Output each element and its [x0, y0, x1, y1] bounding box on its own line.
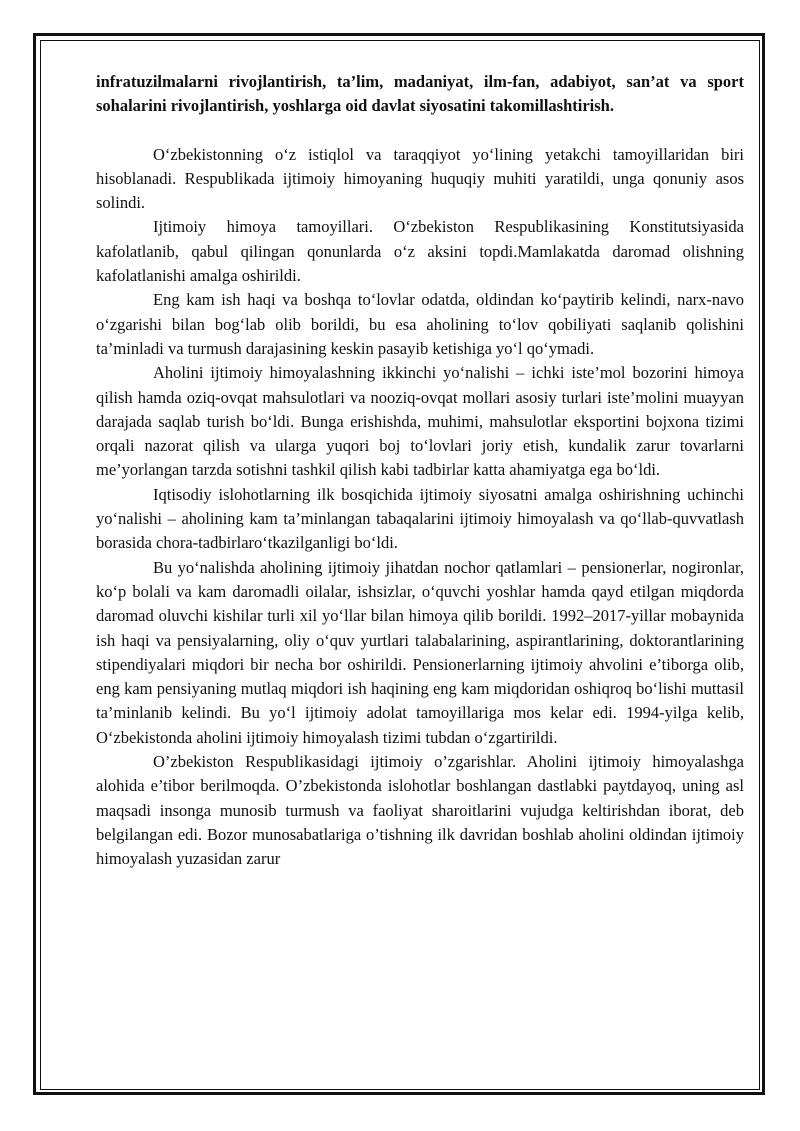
paragraph-1: O‘zbekistonning o‘z istiqlol va taraqqiyot yo‘lining yetakchi tamoyillaridan biri hisoblanadi. Respublikada ijtimoiy himoyaning huquqiy muhiti yaratildi, unga qonuniy asos solindi. [96, 144, 744, 213]
paragraph-3: Eng kam ish haqi va boshqa to‘lovlar odatda, oldindan ko‘paytirib kelindi, narx-navo o‘zgarishi bilan bog‘lab olib borildi, bu esa aholining to‘lov qobiliyati saqlanib qolishini ta’minladi va turmush darajasining keskin pasayib ketishiga yo‘l qo‘ymadi. [96, 290, 744, 358]
paragraph-4: Aholini ijtimoiy himoyalashning ikkinchi yo‘nalishi – ichki iste’mol bozorini himoya qilish hamda oziq-ovqat mahsulotlari va nooziq-ovqat mollari asosiy turlari iste’molini muayyan darajada saqlab turish bo‘ldi. Bunga erishishda, muhimi, mahsulotlar eksportini bojxona tizimi orqali nazorat qilish va ularga yuqori boj to‘lovlari joriy etish, kundalik zarur tovarlarni me’yorlangan tarzda sotishni tashkil qilish kabi tadbirlar katta ahamiyatga ega bo‘ldi. [96, 363, 744, 480]
paragraph-2: Ijtimoiy himoya tamoyillari. O‘zbekiston Respublikasining Konstitutsiyasida kafolatlanib, qabul qilingan qonunlarda o‘z aksini topdi.Mamlakatda daromad olishning kafolatlanishi amalga oshirildi. [96, 217, 744, 286]
paragraph-5: Iqtisodiy islohotlarning ilk bosqichida ijtimoiy siyosatni amalga oshirishning uchinchi yo‘nalishi – aholining kam ta’minlangan tabaqalarini ijtimoiy himoyalash va qo‘llab-quvvatlash borasida chora-tadbirlaro‘tkazilganligi bo‘ldi. [96, 484, 744, 553]
section-heading: infratuzilmalarni rivojlantirish, ta’lim, madaniyat, ilm-fan, adabiyot, san’at va sport sohalarini rivojlantirish, yoshlarga oid davlat siyosatini takomillashtirish. [96, 72, 744, 116]
document-body [96, 70, 744, 872]
paragraph-6: Bu yo‘nalishda aholining ijtimoiy jihatdan nochor qatlamlari – pensionerlar, nogironlar, ko‘p bolali va kam daromadli oilalar, ishsizlar, o‘quvchi yoshlar hamda qayd etilgan miqdorda daromad oluvchi kishilar turli xil yo‘llar bilan himoya qilib borildi. 1992–2017-yillar mobaynida ish haqi va pensiyalarning, oliy o‘quv yurtlari talabalarining, aspirantlarining, doktorantlarining stipendiyalari miqdori bir necha bor oshirildi. Pensionerlarning ijtimoiy ahvolini e’tiborga olib, eng kam pensiyaning mutlaq miqdori ish haqining eng kam miqdoridan oshiqroq bo‘lishi muttasil ta’minlanib kelindi. Bu yo‘l ijtimoiy adolat tamoyillariga mos kelar edi. 1994-yilga kelib, O‘zbekistonda aholini ijtimoiy himoyalash tizimi tubdan o‘zgartirildi. [96, 557, 744, 747]
paragraph-7: O’zbekiston Respublikasidagi ijtimoiy o’zgarishlar. Aholini ijtimoiy himoyalashga alohida e’tibor berilmoqda. O’zbekistonda islohotlar boshlangan dastlabki paytdayoq, uning asl maqsadi insonga munosib turmush va faoliyat sharoitlarini vujudga keltirishdan iborat, deb belgilangan edi. Bozor munosabatlariga o’tishning ilk davridan boshlab aholini oldindan ijtimoiy himoyalash yuzasidan zarur [96, 752, 744, 869]
